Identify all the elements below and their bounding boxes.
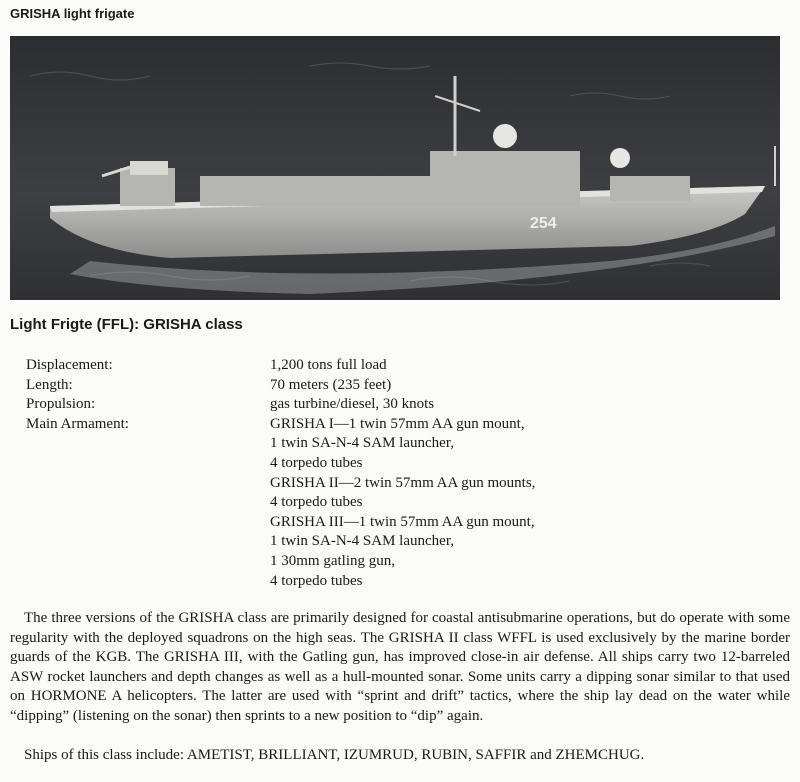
hull-number: 254 (530, 215, 557, 232)
spec-row-length (26, 376, 786, 396)
spec-value: 4 torpedo tubes (270, 494, 363, 511)
spec-row-armament (26, 415, 786, 591)
spec-value: 4 torpedo tubes (270, 454, 363, 471)
ships-list: Ships of this class include: AMETIST, BRILLIANT, IZUMRUD, RUBIN, SAFFIR and ZHEMCHUG. (24, 747, 645, 763)
spec-value: 1 twin SA-N-4 SAM launcher, (270, 435, 454, 452)
description-paragraph: The three versions of the GRISHA class are primarily designed for coastal antisubmarine operations, but do operate with some regularity with the deployed squadrons on the high seas. The GRISHA II class WFFL is used exclusively by the marine border guards of the KGB. The GRISHA III, with the Gatling gun, has improved close-in air defense. All ships carry two 12-barreled ASW rocket launchers and depth changes as well as a hull-mounted sonar. Some units carry a dipping sonar similar to that used on HORMONE A helicopters. The latter are used with “sprint and drift” tactics, where the ship lay dead on the water while “dipping” (listening on the sonar) then sprints to a new position to “dip” again. (10, 610, 790, 724)
spec-row-propulsion (26, 395, 786, 415)
gun-mount (130, 161, 168, 175)
ship-illustration (10, 36, 780, 300)
spec-table (26, 356, 786, 591)
radar-dome (493, 124, 517, 148)
spec-label: Propulsion: (26, 396, 96, 413)
spec-value: 1 30mm gatling gun, (270, 552, 395, 569)
radar-dome-aft (610, 148, 630, 168)
photo-caption: GRISHA light frigate (10, 6, 135, 21)
spec-label: Length: (26, 376, 73, 393)
spec-value: GRISHA II—2 twin 57mm AA gun mounts, (270, 474, 536, 491)
spec-label: Main Armament: (26, 415, 129, 432)
spec-value: gas turbine/diesel, 30 knots (270, 396, 435, 413)
spec-value: 4 torpedo tubes (270, 572, 363, 589)
section-heading: Light Frigte (FFL): GRISHA class (10, 316, 243, 333)
spec-value: 1,200 tons full load (270, 357, 387, 373)
ship-photo (10, 36, 780, 300)
spec-value: 1 twin SA-N-4 SAM launcher, (270, 533, 454, 550)
spec-value: GRISHA III—1 twin 57mm AA gun mount, (270, 513, 535, 530)
spec-value: 70 meters (235 feet) (270, 376, 392, 393)
spec-value: GRISHA I—1 twin 57mm AA gun mount, (270, 415, 525, 432)
spec-row-displacement (26, 356, 786, 376)
spec-label: Displacement: (26, 357, 113, 373)
